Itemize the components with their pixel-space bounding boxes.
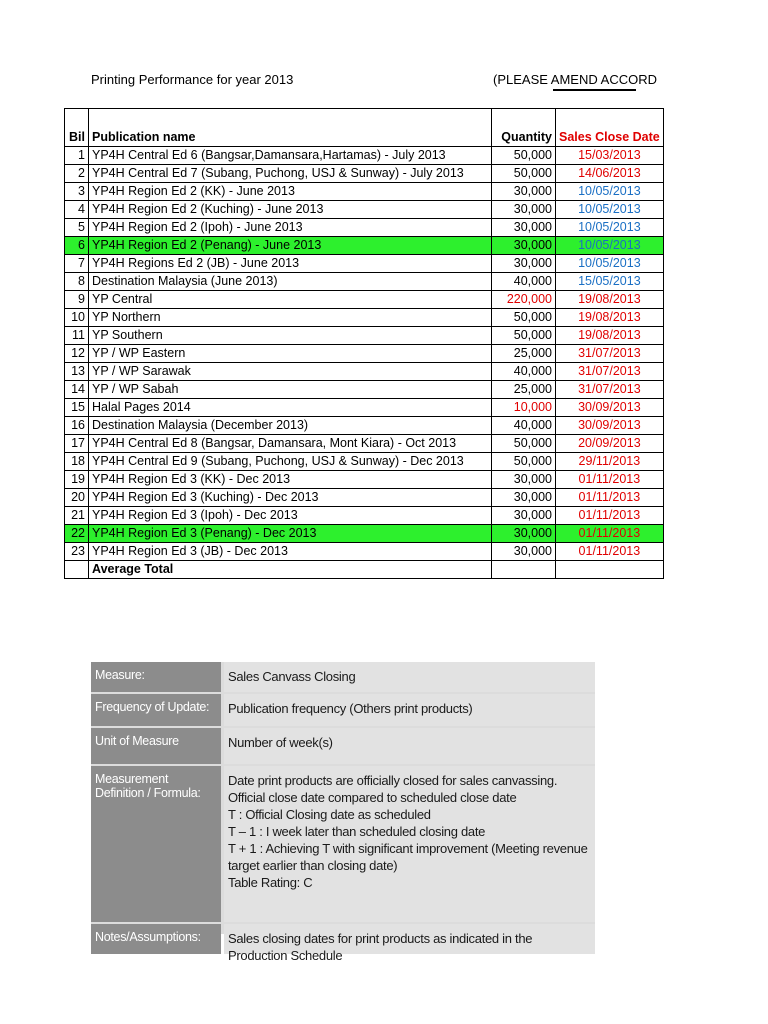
table-row — [65, 543, 664, 561]
table-row — [65, 525, 664, 543]
average-total-empty-cell — [65, 561, 89, 579]
average-total-label: Average Total — [89, 561, 492, 579]
cell-quantity: 220,000 — [492, 291, 556, 309]
cell-publication-name: YP4H Region Ed 2 (Ipoh) - June 2013 — [89, 219, 492, 237]
table-row — [65, 237, 664, 255]
cell-publication-name: YP4H Region Ed 2 (Penang) - June 2013 — [89, 237, 492, 255]
cell-publication-name: YP4H Regions Ed 2 (JB) - June 2013 — [89, 255, 492, 273]
cell-bil: 16 — [65, 417, 89, 435]
cell-quantity: 30,000 — [492, 525, 556, 543]
cell-quantity: 10,000 — [492, 399, 556, 417]
cell-quantity: 50,000 — [492, 165, 556, 183]
cell-bil: 19 — [65, 471, 89, 489]
cell-bil: 3 — [65, 183, 89, 201]
cell-publication-name: YP Northern — [89, 309, 492, 327]
cell-quantity: 30,000 — [492, 471, 556, 489]
measure-row-label: Notes/Assumptions: — [91, 924, 221, 954]
cell-bil: 8 — [65, 273, 89, 291]
table-row — [65, 345, 664, 363]
cell-quantity: 30,000 — [492, 255, 556, 273]
cell-quantity: 40,000 — [492, 417, 556, 435]
table-row — [65, 489, 664, 507]
table-row — [65, 165, 664, 183]
cell-sales-close-date: 30/09/2013 — [556, 399, 664, 417]
cell-publication-name: YP Southern — [89, 327, 492, 345]
measure-row-label: Measure: — [91, 662, 221, 692]
table-header-row — [65, 109, 664, 147]
cell-sales-close-date: 01/11/2013 — [556, 543, 664, 561]
cell-bil: 11 — [65, 327, 89, 345]
measure-value-line: T : Official Closing date as scheduled — [228, 807, 431, 822]
cell-sales-close-date: 01/11/2013 — [556, 471, 664, 489]
cell-bil: 13 — [65, 363, 89, 381]
cell-publication-name: YP4H Central Ed 8 (Bangsar, Damansara, Mont Kiara) - Oct 2013 — [89, 435, 492, 453]
cell-sales-close-date: 10/05/2013 — [556, 237, 664, 255]
cell-sales-close-date: 15/03/2013 — [556, 147, 664, 165]
cell-bil: 9 — [65, 291, 89, 309]
cell-bil: 2 — [65, 165, 89, 183]
table-row — [65, 471, 664, 489]
average-total-empty-cell — [556, 561, 664, 579]
table-row — [65, 291, 664, 309]
cell-quantity: 30,000 — [492, 489, 556, 507]
average-total-empty-cell — [492, 561, 556, 579]
cell-sales-close-date: 01/11/2013 — [556, 525, 664, 543]
cell-sales-close-date: 20/09/2013 — [556, 435, 664, 453]
table-row — [65, 363, 664, 381]
cell-publication-name: Halal Pages 2014 — [89, 399, 492, 417]
measure-value-line: Publication frequency (Others print products) — [228, 701, 473, 716]
table-row — [65, 255, 664, 273]
cell-quantity: 30,000 — [492, 237, 556, 255]
cell-publication-name: YP4H Region Ed 3 (Kuching) - Dec 2013 — [89, 489, 492, 507]
table-row — [65, 435, 664, 453]
cell-quantity: 50,000 — [492, 147, 556, 165]
table-row — [65, 183, 664, 201]
cell-sales-close-date: 19/08/2013 — [556, 291, 664, 309]
table-row — [65, 399, 664, 417]
cell-bil: 4 — [65, 201, 89, 219]
cell-publication-name: YP4H Central Ed 9 (Subang, Puchong, USJ & Sunway) - Dec 2013 — [89, 453, 492, 471]
cell-sales-close-date: 19/08/2013 — [556, 327, 664, 345]
cell-quantity: 40,000 — [492, 273, 556, 291]
table-row — [65, 309, 664, 327]
cell-quantity: 50,000 — [492, 453, 556, 471]
measure-row-value — [224, 766, 595, 922]
cell-bil: 10 — [65, 309, 89, 327]
cell-sales-close-date: 10/05/2013 — [556, 183, 664, 201]
cell-quantity: 30,000 — [492, 543, 556, 561]
cell-bil: 5 — [65, 219, 89, 237]
cell-publication-name: YP4H Region Ed 2 (Kuching) - June 2013 — [89, 201, 492, 219]
cell-publication-name: YP4H Region Ed 3 (JB) - Dec 2013 — [89, 543, 492, 561]
measure-row-label: Frequency of Update: — [91, 694, 221, 726]
col-header-bil: Bil — [65, 109, 89, 147]
measure-row-value — [224, 924, 595, 963]
cell-publication-name: YP4H Region Ed 3 (Ipoh) - Dec 2013 — [89, 507, 492, 525]
cell-bil: 7 — [65, 255, 89, 273]
cell-bil: 14 — [65, 381, 89, 399]
amend-note-underline — [553, 89, 636, 91]
cell-sales-close-date: 14/06/2013 — [556, 165, 664, 183]
measure-value-line: Sales closing dates for print products as indicated in the Production Schedule — [228, 931, 533, 963]
cell-quantity: 30,000 — [492, 219, 556, 237]
cell-sales-close-date: 10/05/2013 — [556, 219, 664, 237]
cell-publication-name: YP / WP Eastern — [89, 345, 492, 363]
amend-note: (PLEASE AMEND ACCORD — [493, 72, 657, 87]
cell-bil: 15 — [65, 399, 89, 417]
table-row — [65, 327, 664, 345]
cell-publication-name: YP / WP Sarawak — [89, 363, 492, 381]
table-row — [65, 453, 664, 471]
cell-publication-name: YP4H Region Ed 3 (KK) - Dec 2013 — [89, 471, 492, 489]
cell-bil: 20 — [65, 489, 89, 507]
cell-quantity: 50,000 — [492, 435, 556, 453]
cell-quantity: 50,000 — [492, 309, 556, 327]
cell-bil: 6 — [65, 237, 89, 255]
printing-performance-table — [64, 108, 664, 579]
cell-sales-close-date: 31/07/2013 — [556, 363, 664, 381]
measure-row-value — [224, 662, 595, 692]
cell-bil: 23 — [65, 543, 89, 561]
cell-quantity: 30,000 — [492, 201, 556, 219]
page-title: Printing Performance for year 2013 — [91, 72, 294, 87]
cell-bil: 17 — [65, 435, 89, 453]
cell-publication-name: YP / WP Sabah — [89, 381, 492, 399]
col-header-sales-close-date: Sales Close Date — [556, 109, 664, 147]
measure-definition-panel — [91, 662, 595, 963]
cell-quantity: 30,000 — [492, 507, 556, 525]
cell-publication-name: YP Central — [89, 291, 492, 309]
cell-sales-close-date: 30/09/2013 — [556, 417, 664, 435]
cell-publication-name: YP4H Region Ed 3 (Penang) - Dec 2013 — [89, 525, 492, 543]
cell-bil: 18 — [65, 453, 89, 471]
measure-row — [91, 662, 595, 692]
cell-publication-name: YP4H Central Ed 7 (Subang, Puchong, USJ & Sunway) - July 2013 — [89, 165, 492, 183]
cell-bil: 12 — [65, 345, 89, 363]
cell-quantity: 25,000 — [492, 381, 556, 399]
cell-quantity: 50,000 — [492, 327, 556, 345]
table-row — [65, 201, 664, 219]
col-header-name: Publication name — [89, 109, 492, 147]
table-row — [65, 381, 664, 399]
measure-row — [91, 728, 595, 764]
measure-row-label: Measurement Definition / Formula: — [91, 766, 221, 922]
cell-sales-close-date: 31/07/2013 — [556, 381, 664, 399]
measure-row-value — [224, 694, 595, 726]
measure-row — [91, 694, 595, 726]
measure-value-line: Number of week(s) — [228, 735, 333, 750]
measure-value-line: Official close date compared to scheduled close date — [228, 790, 517, 805]
cell-quantity: 25,000 — [492, 345, 556, 363]
cell-sales-close-date: 01/11/2013 — [556, 489, 664, 507]
cell-bil: 1 — [65, 147, 89, 165]
table-row — [65, 273, 664, 291]
cell-quantity: 40,000 — [492, 363, 556, 381]
cell-sales-close-date: 31/07/2013 — [556, 345, 664, 363]
table-row — [65, 219, 664, 237]
table-row — [65, 147, 664, 165]
cell-publication-name: YP4H Region Ed 2 (KK) - June 2013 — [89, 183, 492, 201]
average-total-row — [65, 561, 664, 579]
measure-row-value — [224, 728, 595, 764]
cell-sales-close-date: 19/08/2013 — [556, 309, 664, 327]
measure-row — [91, 766, 595, 922]
cell-sales-close-date: 01/11/2013 — [556, 507, 664, 525]
cell-quantity: 30,000 — [492, 183, 556, 201]
cell-publication-name: Destination Malaysia (June 2013) — [89, 273, 492, 291]
col-header-quantity: Quantity — [492, 109, 556, 147]
cell-publication-name: Destination Malaysia (December 2013) — [89, 417, 492, 435]
measure-value-line: Date print products are officially closed for sales canvassing. — [228, 773, 558, 788]
cell-bil: 21 — [65, 507, 89, 525]
table-row — [65, 507, 664, 525]
measure-value-line: Sales Canvass Closing — [228, 669, 356, 684]
cell-bil: 22 — [65, 525, 89, 543]
cell-sales-close-date: 15/05/2013 — [556, 273, 664, 291]
cell-sales-close-date: 10/05/2013 — [556, 255, 664, 273]
cell-sales-close-date: 29/11/2013 — [556, 453, 664, 471]
measure-value-line: T – 1 : I week later than scheduled closing date — [228, 824, 486, 839]
table-row — [65, 417, 664, 435]
measure-value-line: Table Rating: C — [228, 875, 313, 890]
measure-row — [91, 924, 595, 963]
measure-value-line: T + 1 : Achieving T with significant improvement (Meeting revenue target earlier than closing date) — [228, 841, 588, 873]
measure-row-label: Unit of Measure — [91, 728, 221, 764]
cell-publication-name: YP4H Central Ed 6 (Bangsar,Damansara,Hartamas) - July 2013 — [89, 147, 492, 165]
cell-sales-close-date: 10/05/2013 — [556, 201, 664, 219]
